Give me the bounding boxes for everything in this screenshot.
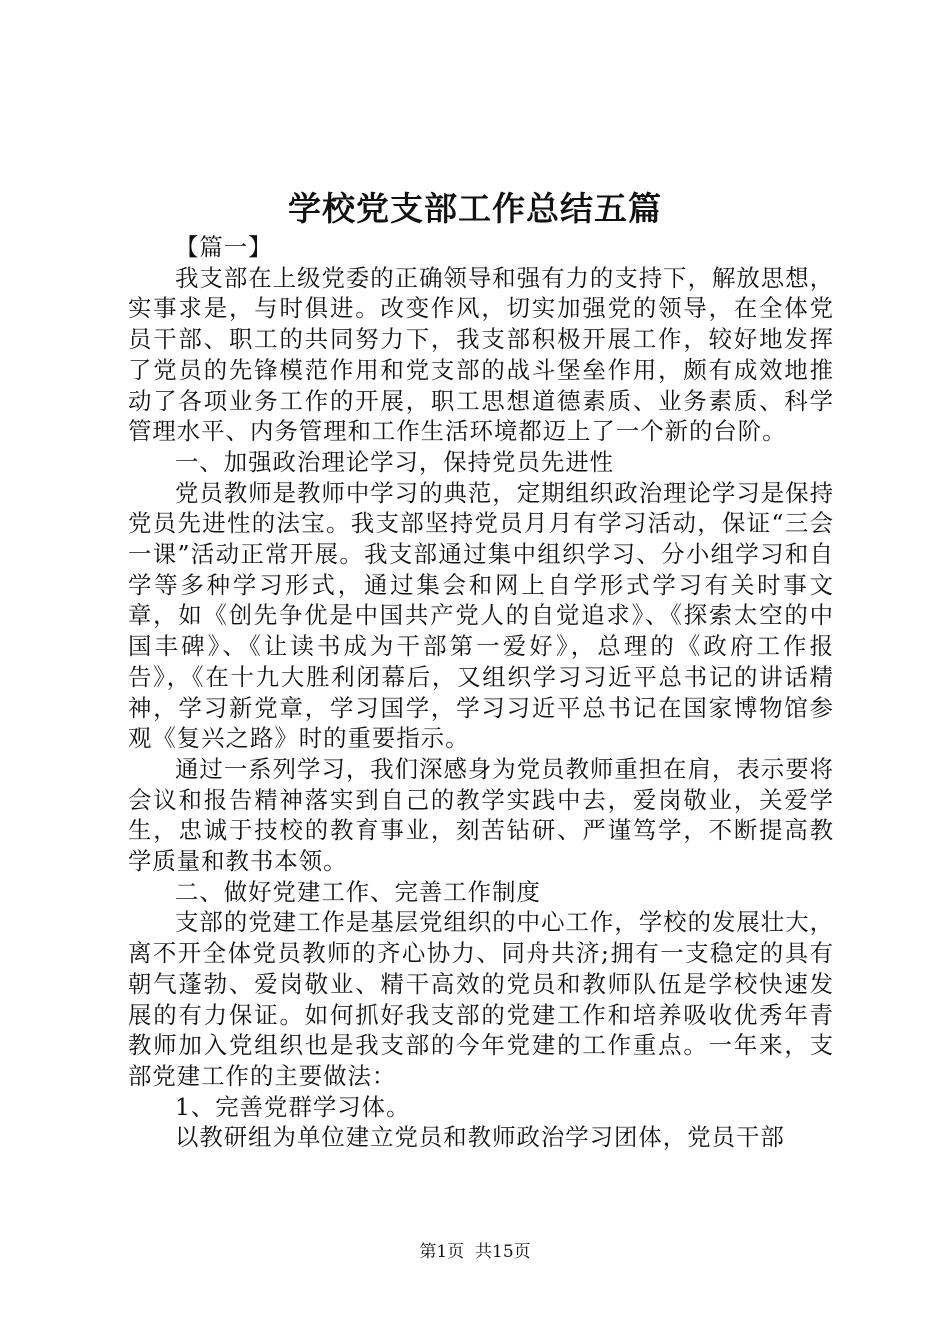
list-item-heading: 1、完善党群学习体。 [175, 1092, 411, 1121]
section-heading: 一、加强政治理论学习，保持党员先进性 [175, 447, 615, 476]
body-paragraph: 以教研组为单位建立党员和教师政治学习团体，党员干部 [175, 1123, 785, 1152]
body-paragraph: 通过一系列学习，我们深感身为党员教师重担在肩，表示要将会议和报告精神落实到自己的教学实践中去，爱岗敬业，关爱学生，忠诚于技校的教育事业，刻苦钻研、严谨笃学，不断提高教学质量和教书本领。 [128, 754, 834, 876]
section-label: 【篇一】 [175, 233, 273, 261]
page-number: 第1页 [419, 1242, 465, 1262]
body-paragraph: 我支部在上级党委的正确领导和强有力的支持下，解放思想，实事求是，与时俱进。改变作风，切实加强党的领导，在全体党员干部、职工的共同努力下，我支部积极开展工作，较好地发挥了党员的先锋模范作用和党支部的战斗堡垒作用，颇有成效地推动了各项业务工作的开展，职工思想道德素质、业务素质、科学管理水平、内务管理和工作生活环境都迈上了一个新的台阶。 [128, 263, 834, 446]
page-total: 共15页 [475, 1242, 531, 1262]
footer-separator [464, 1242, 475, 1262]
body-paragraph: 支部的党建工作是基层党组织的中心工作，学校的发展壮大，离不开全体党员教师的齐心协力、同舟共济;拥有一支稳定的具有朝气蓬勃、爱岗敬业、精干高效的党员和教师队伍是学校快速发展的有力保证。如何抓好我支部的党建工作和培养吸收优秀年青教师加入党组织也是我支部的今年党建的工作重点。一年来，支部党建工作的主要做法： [128, 908, 834, 1090]
body-paragraph: 党员教师是教师中学习的典范，定期组织政治理论学习是保持党员先进性的法宝。我支部坚持党员月月有学习活动，保证“三会一课”活动正常开展。我支部通过集中组织学习、分小组学习和自学等多种学习形式，通过集会和网上自学形式学习有关时事文章，如《创先争优是中国共产党人的自觉追求》、《探索太空的中国丰碑》、《让读书成为干部第一爱好》，总理的《政府工作报告》，《在十九大胜利闭幕后，又组织学习习近平总书记的讲话精神，学习新党章，学习国学，学习习近平总书记在国家博物馆参观《复兴之路》时的重要指示。 [128, 478, 834, 753]
document-body [128, 232, 834, 1153]
page-footer [0, 1241, 950, 1263]
section-heading: 二、做好党建工作、完善工作制度 [175, 877, 541, 906]
document-title: 学校党支部工作总结五篇 [288, 189, 662, 228]
